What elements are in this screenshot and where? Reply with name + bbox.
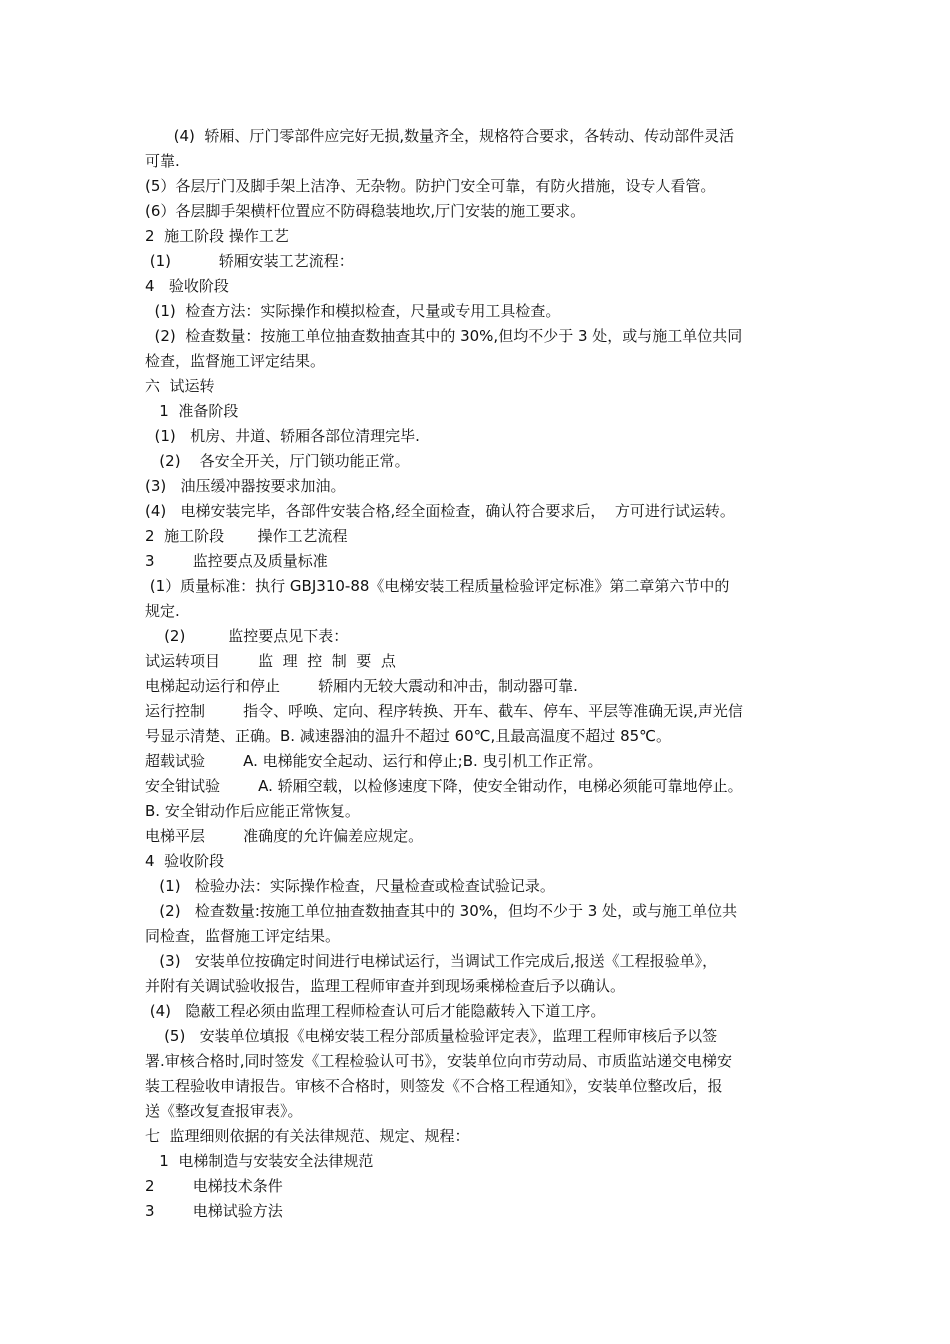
section-heading: 3 监控要点及质量标准 (145, 552, 328, 570)
text-line: (4) 隐蔽工程必须由监理工程师检查认可后才能隐蔽转入下道工序。 (145, 1002, 606, 1020)
text-line: 同检查，监督施工评定结果。 (145, 927, 341, 945)
text-line: (2) 检查数量:按施工单位抽查数抽查其中的 30%，但均不少于 3 处，或与施工单位共 (145, 902, 738, 920)
text-line: 规定. (145, 602, 180, 620)
text-line: 检查，监督施工评定结果。 (145, 352, 326, 370)
chapter-heading: 六 试运转 (145, 377, 215, 395)
table-header-row: 试运转项目 监 理 控 制 要 点 (145, 652, 396, 670)
table-row-continued: 号显示清楚、正确。B. 减速器油的温升不超过 60℃,且最高温度不超过 85℃。 (145, 727, 671, 745)
section-heading: 1 准备阶段 (145, 402, 239, 420)
text-line: 送《整改复查报审表》。 (145, 1102, 303, 1120)
text-line: (4) 电梯安装完毕，各部件安装合格,经全面检查，确认符合要求后， 方可进行试运转。 (145, 502, 735, 520)
text-line: (2) 监控要点见下表： (145, 627, 349, 645)
text-line: (2) 各安全开关，厅门锁功能正常。 (145, 452, 410, 470)
text-line: (1) 轿厢安装工艺流程： (145, 252, 354, 270)
text-line: 装工程验收申请报告。审核不合格时，则签发《不合格工程通知》，安装单位整改后，报 (145, 1077, 723, 1095)
text-line: (3) 油压缓冲器按要求加油。 (145, 477, 346, 495)
text-line: (2) 检查数量：按施工单位抽查数抽查其中的 30%,但均不少于 3 处，或与施工单位共同 (145, 327, 743, 345)
text-line: (5）各层厅门及脚手架上洁净、无杂物。防护门安全可靠，有防火措施，设专人看管。 (145, 177, 716, 195)
list-item: 2 电梯技术条件 (145, 1177, 283, 1195)
list-item: 1 电梯制造与安装安全法律规范 (145, 1152, 374, 1170)
text-line: 并附有关调试验收报告，监理工程师审查并到现场乘梯检查后予以确认。 (145, 977, 626, 995)
table-row: 超载试验 A. 电梯能安全起动、运行和停止;B. 曳引机工作正常。 (145, 752, 603, 770)
text-line: (1）质量标准：执行 GBJ310-88《电梯安装工程质量检验评定标准》第二章第六节中的 (145, 577, 730, 595)
text-line: (1) 机房、井道、轿厢各部位清理完毕. (145, 427, 420, 445)
text-line: (5) 安装单位填报《电梯安装工程分部质量检验评定表》，监理工程师审核后予以签 (145, 1027, 718, 1045)
list-item: 3 电梯试验方法 (145, 1202, 283, 1220)
chapter-heading: 七 监理细则依据的有关法律规范、规定、规程： (145, 1127, 470, 1145)
section-heading: 4 验收阶段 (145, 852, 225, 870)
section-heading: 2 施工阶段 操作工艺流程 (145, 527, 348, 545)
text-line: (6）各层脚手架横杆位置应不防碍稳装地坎,厅门安装的施工要求。 (145, 202, 586, 220)
text-line: (1) 检查方法：实际操作和模拟检查，尺量或专用工具检查。 (145, 302, 561, 320)
text-line: 署.审核合格时,同时签发《工程检验认可书》，安装单位向市劳动局、市质监站递交电梯安 (145, 1052, 733, 1070)
text-line: (1) 检验办法：实际操作检查，尺量检查或检查试验记录。 (145, 877, 555, 895)
table-row: 安全钳试验 A. 轿厢空载，以检修速度下降，使安全钳动作，电梯必须能可靠地停止。 (145, 777, 743, 795)
text-line: (4) 轿厢、厅门零部件应完好无损,数量齐全，规格符合要求，各转动、传动部件灵活 (145, 127, 735, 145)
table-row: 电梯平层 准确度的允许偏差应规定。 (145, 827, 424, 845)
table-row-continued: B. 安全钳动作后应能正常恢复。 (145, 802, 360, 820)
text-line: (3) 安装单位按确定时间进行电梯试运行，当调试工作完成后,报送《工程报验单》， (145, 952, 718, 970)
table-row: 电梯起动运行和停止 轿厢内无较大震动和冲击，制动器可靠. (145, 677, 578, 695)
section-heading: 2 施工阶段 操作工艺 (145, 227, 289, 245)
table-row: 运行控制 指令、呼唤、定向、程序转换、开车、截车、停车、平层等准确无误,声光信 (145, 702, 743, 720)
text-line: 可靠. (145, 152, 180, 170)
section-heading: 4 验收阶段 (145, 277, 229, 295)
